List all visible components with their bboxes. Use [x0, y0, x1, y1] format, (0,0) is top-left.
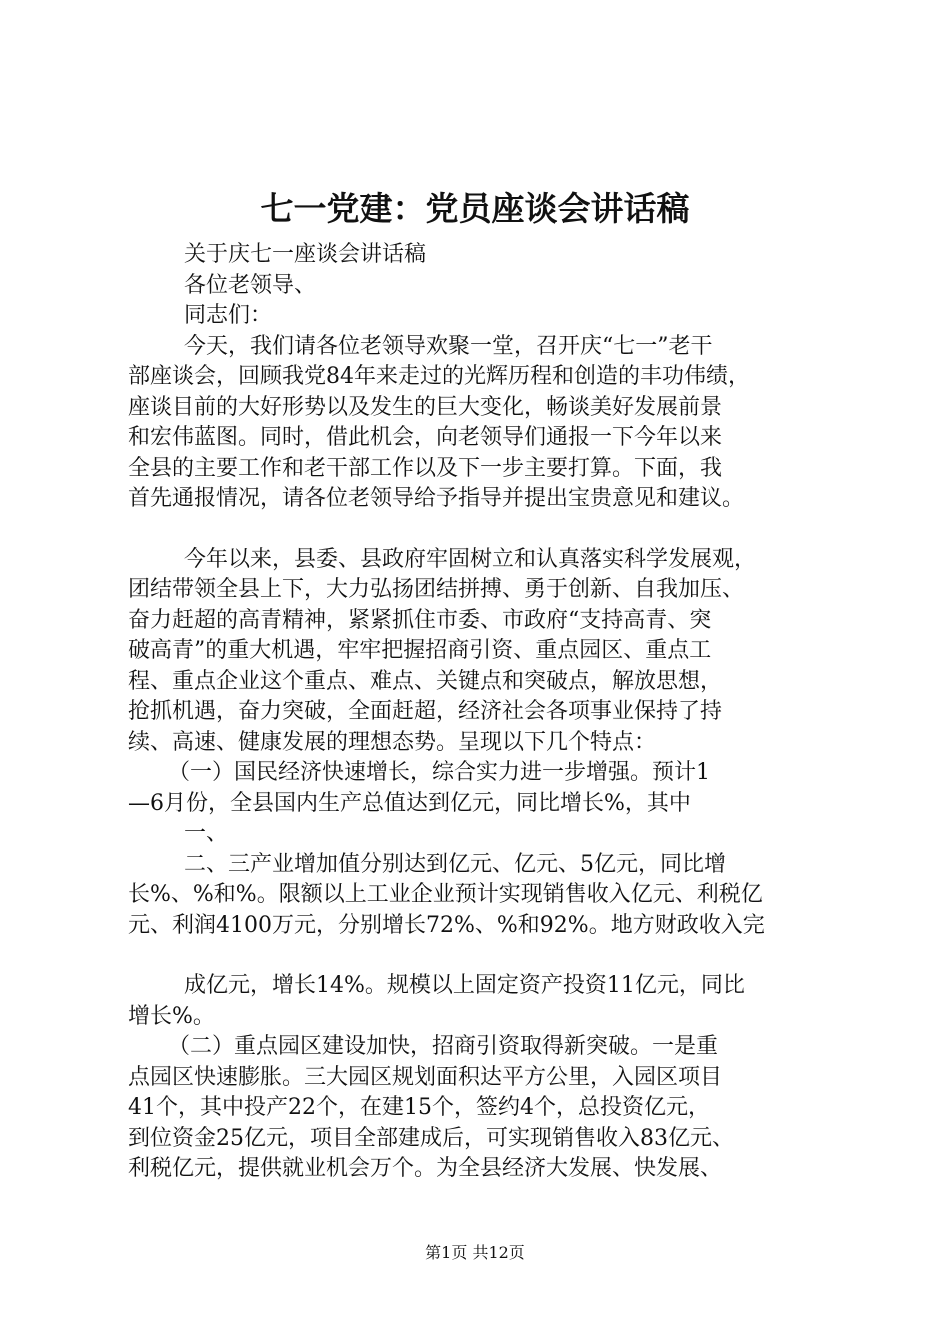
paragraph-gap: [128, 941, 838, 971]
paragraph-line: 续、高速、健康发展的理想态势。呈现以下几个特点：: [128, 729, 657, 755]
paragraph-line: 关于庆七一座谈会讲话稿: [184, 242, 427, 267]
paragraph-line: 各位老领导、: [184, 272, 317, 298]
paragraph-line: 抢抓机遇，奋力突破，全面赶超，经济社会各项事业保持了持: [128, 699, 723, 724]
paragraph-line: 元、利润4100万元，分别增长72%、%和92%。地方财政收入完: [128, 912, 765, 938]
paragraph-line: 二、三产业增加值分别达到亿元、亿元、5亿元，同比增: [184, 851, 726, 877]
paragraph-line: 同志们：: [184, 303, 273, 328]
paragraph-line: 增长%。: [128, 1003, 215, 1029]
paragraph-line: 全县的主要工作和老干部工作以及下一步主要打算。下面，我: [128, 455, 723, 481]
paragraph-line: 破高青”的重大机遇，牢牢把握招商引资、重点园区、重点工: [128, 638, 712, 663]
paragraph-line: 一、: [184, 821, 229, 846]
paragraph-line: 成亿元，增长14%。规模以上固定资产投资11亿元，同比: [184, 973, 745, 998]
paragraph-line: 程、重点企业这个重点、难点、关键点和突破点，解放思想，: [128, 668, 723, 694]
document-body: [128, 240, 838, 1185]
paragraph-line: （一）国民经济快速增长，综合实力进一步增强。预计1: [168, 760, 710, 785]
document-title: 七一党建：党员座谈会讲话稿: [260, 189, 690, 228]
paragraph-line: 长%、%和%。限额以上工业企业预计实现销售收入亿元、利税亿: [128, 882, 763, 907]
paragraph-line: —6月份，全县国内生产总值达到亿元，同比增长%，其中: [128, 790, 691, 816]
paragraph-line: 利税亿元，提供就业机会万个。为全县经济大发展、快发展、: [128, 1156, 723, 1181]
paragraph-line: 到位资金25亿元，项目全部建成后，可实现销售收入83亿元、: [128, 1125, 734, 1151]
paragraph-line: 今天，我们请各位老领导欢聚一堂，召开庆“七一”老干: [184, 333, 713, 359]
paragraph-line: 今年以来，县委、县政府牢固树立和认真落实科学发展观，: [184, 546, 757, 572]
paragraph-gap: [128, 515, 838, 545]
paragraph-line: 点园区快速膨胀。三大园区规划面积达平方公里，入园区项目: [128, 1064, 723, 1090]
paragraph-line: 座谈目前的大好形势以及发生的巨大变化，畅谈美好发展前景: [128, 394, 723, 420]
page-number-footer: 第1页 共12页: [425, 1243, 525, 1262]
paragraph-line: 41个，其中投产22个，在建15个，签约4个，总投资亿元，: [128, 1095, 710, 1120]
paragraph-line: 部座谈会，回顾我党84年来走过的光辉历程和创造的丰功伟绩，: [128, 364, 750, 389]
paragraph-line: 和宏伟蓝图。同时，借此机会，向老领导们通报一下今年以来: [128, 425, 723, 450]
paragraph-line: 团结带领全县上下，大力弘扬团结拼搏、勇于创新、自我加压、: [128, 577, 745, 602]
paragraph-line: 首先通报情况，请各位老领导给予指导并提出宝贵意见和建议。: [128, 486, 745, 511]
paragraph-line: （二）重点园区建设加快，招商引资取得新突破。一是重: [168, 1034, 719, 1059]
paragraph-line: 奋力赶超的高青精神，紧紧抓住市委、市政府“支持高青、突: [128, 607, 712, 633]
